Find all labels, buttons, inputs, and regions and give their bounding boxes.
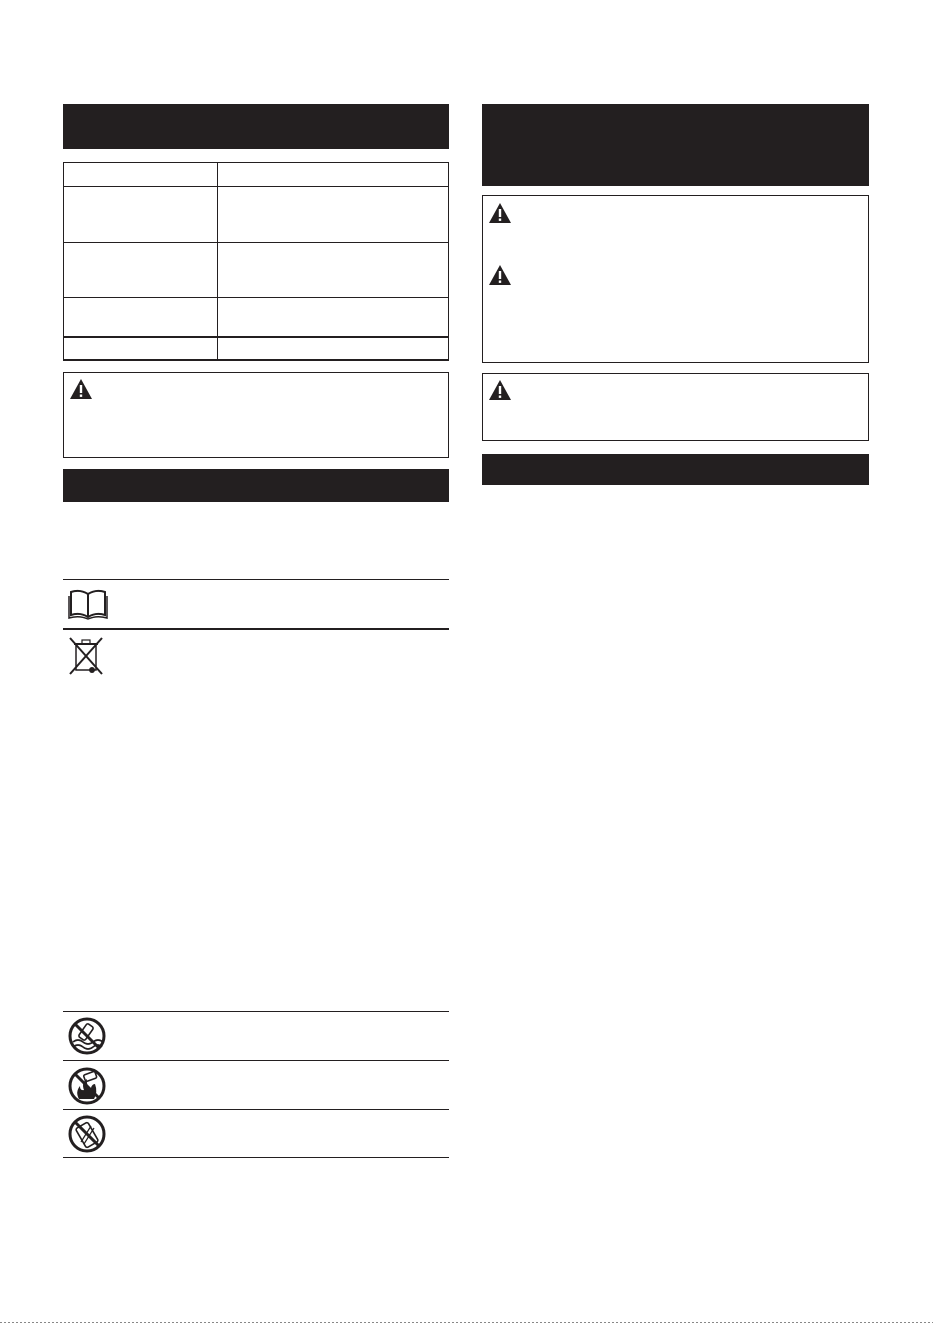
table-row [64, 298, 449, 337]
divider [63, 1011, 449, 1012]
warning-triangle-icon [70, 379, 92, 399]
table-cell [218, 337, 449, 360]
table-row [64, 337, 449, 360]
no-fire-icon [67, 1066, 107, 1106]
divider [63, 1157, 449, 1158]
warning-triangle-icon [489, 203, 511, 223]
warning-box [482, 373, 869, 441]
warning-box [482, 195, 869, 363]
divider [63, 1060, 449, 1061]
table-cell [218, 187, 449, 243]
divider [63, 1109, 449, 1110]
warning-box [63, 372, 449, 458]
no-disassembly-icon [67, 1114, 107, 1154]
table-cell [64, 337, 218, 360]
table-cell [218, 243, 449, 298]
page-bottom-edge [0, 1322, 933, 1323]
table-row [64, 187, 449, 243]
right-section-header-bar [482, 454, 869, 485]
right-header-bar [482, 104, 869, 186]
warning-triangle-icon [489, 380, 511, 400]
symbols-header-bar [63, 469, 449, 502]
divider [63, 628, 449, 630]
table-cell [218, 163, 449, 187]
read-manual-icon [68, 588, 108, 620]
spec-table [63, 162, 449, 361]
table-cell [64, 163, 218, 187]
table-cell [218, 298, 449, 337]
warning-triangle-icon [489, 265, 511, 285]
table-cell [64, 187, 218, 243]
spec-header-bar [63, 104, 449, 149]
no-water-icon [67, 1016, 107, 1056]
table-cell [64, 243, 218, 298]
table-row [64, 163, 449, 187]
table-cell [64, 298, 218, 337]
crossed-out-wheeled-bin-icon [66, 636, 106, 676]
divider [63, 579, 449, 580]
table-row [64, 243, 449, 298]
